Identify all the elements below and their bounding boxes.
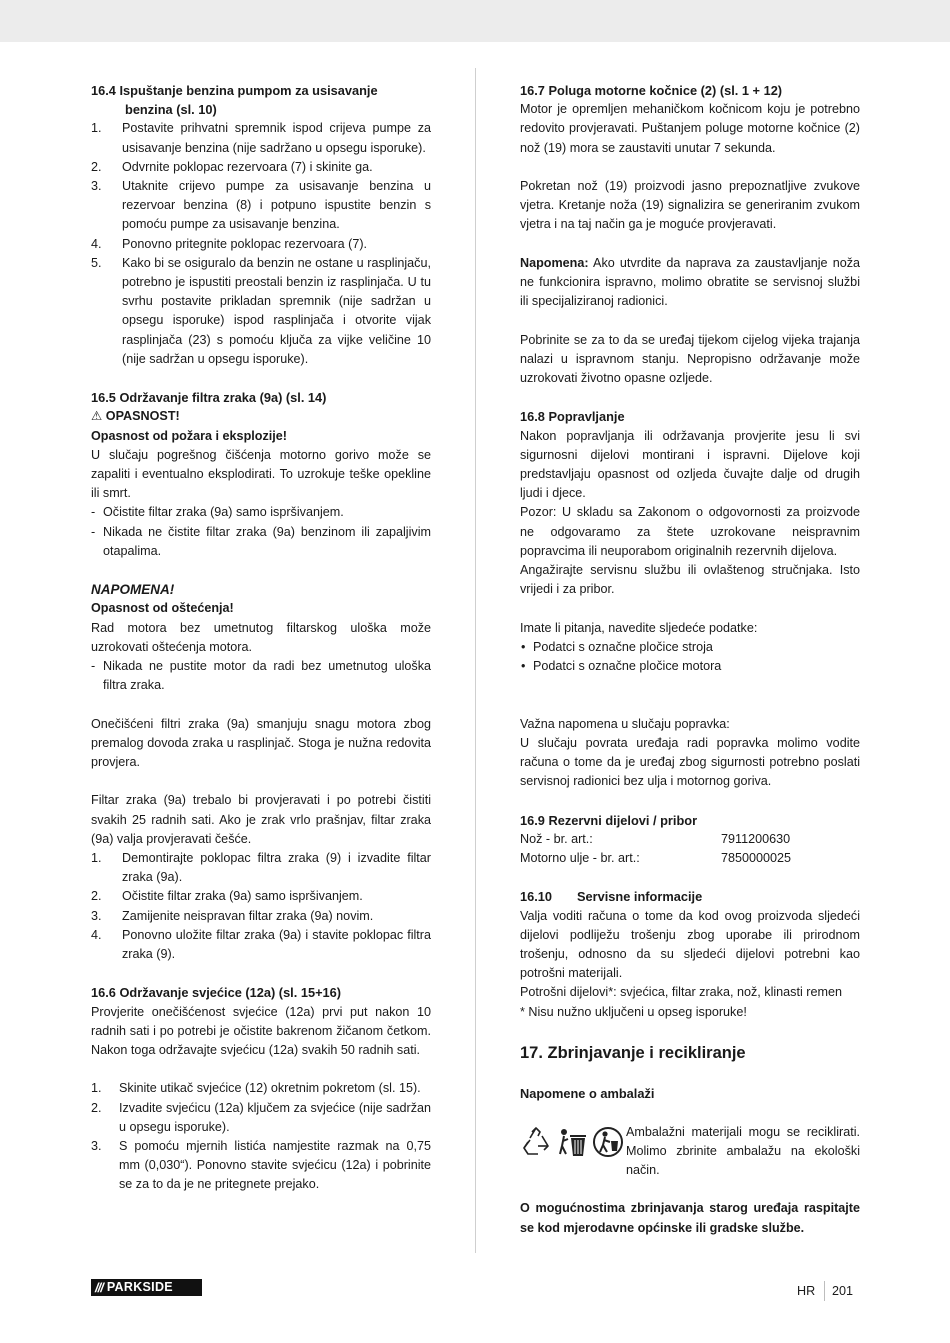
section-title-line: 16.4 Ispuštanje benzina pumpom za usisavanje (91, 83, 378, 98)
spare-part-row (520, 830, 860, 849)
left-column (91, 81, 431, 1195)
paragraph: Provjerite onečišćenost svjećice (12a) prvi put nakon 10 radnih sati i po potrebi je očistite bakrenom žičanom četkom. Nakon toga održavajte svjećicu (12a) svakih 50 radnih sati. (91, 1004, 431, 1058)
section-16-6-title: 16.6 Održavanje svjećice (12a) (sl. 15+16) (91, 985, 342, 1001)
list-item (91, 887, 431, 906)
paragraph: Nakon popravljanja ili održavanja provjerite jesu li svi sigurnosni dijelovi montirani i ispravni. Dijelove koji predstavljaju opasnost od ozljeda čuvajte dalje od drugih ljudi i djece. (520, 428, 860, 501)
step-number: 1. (91, 121, 102, 136)
note-text: Ako utvrdite da naprava za zaustavljanje noža ne funkcionira ispravno, molimo obratite se servisnoj službi ili specijaliziranoj radionici. (520, 255, 860, 309)
part-number: 7850000025 (721, 851, 792, 865)
packaging-text: Ambalažni materijali mogu se reciklirati. Molimo zbrinite ambalažu na ekološki način. (626, 1124, 860, 1177)
step-text: Ponovno uložite filtar zraka (9a) i stavite poklopac filtra zraka (9). (122, 927, 431, 962)
step-number: 5. (91, 255, 102, 270)
section-16-7-title: 16.7 Poluga motorne kočnice (2) (sl. 1 + 12) (520, 83, 783, 98)
paragraph: Pobrinite se za to da se uređaj tijekom cijelog vijeka trajanja nalazi u ispravnom stanju. Nepropisno održavanje može uzrokovati životno opasne ozljede. (520, 332, 860, 385)
logo-text: PARKSIDE (106, 1279, 173, 1294)
part-number: 7911200630 (721, 831, 791, 846)
list-item (91, 177, 431, 235)
note-subtitle: Opasnost od oštećenja! (91, 601, 234, 616)
list-item (91, 235, 431, 254)
section-16-8-title: 16.8 Popravljanje (520, 409, 625, 425)
list-item (91, 926, 431, 964)
column-divider (475, 68, 476, 1253)
packaging-notice (520, 1123, 860, 1181)
disposal-final-note: O mogućnostima zbrinjavanja starog uređaja raspitajte se kod mjerodavne općinske ili gradske službe. (520, 1201, 860, 1235)
danger-list (91, 503, 431, 561)
step-text: Postavite prihvatni spremnik ispod crijeva pumpe za usisavanje benzina (nije sadržano u opsegu isporuke). (122, 121, 431, 155)
section-17-title: 17. Zbrinjavanje i recikliranje (520, 1044, 746, 1062)
step-number: 1. (91, 1081, 102, 1096)
paragraph: Pokretan nož (19) proizvodi jasno prepoznatljive zvukove vjetra. Kretanje noža (19) signalizira se generiranim zvukom vjetra i na taj način ga je moguće provjeravati. (520, 179, 860, 232)
recycle-icon (520, 1126, 552, 1158)
paragraph: * Nisu nužno uključeni u opseg isporuke! (520, 1004, 747, 1019)
disposal-icons (520, 1126, 626, 1158)
paragraph: Motor je opremljen mehaničkom kočnicom koju je potrebno redovito provjeravati. Puštanjem poluge motorne kočnice (2) nož (19) mora se zaustaviti unutar 7 sekunda. (520, 102, 860, 155)
step-number: 4. (91, 236, 102, 251)
step-number: 2. (91, 159, 102, 174)
list-item (91, 849, 431, 887)
list-item (520, 638, 860, 657)
paragraph: Filtar zraka (9a) trebalo bi provjeravati i po potrebi čistiti svakih 25 radnih sati. Ako je zrak vrlo prašnjav, filtar zraka (9a) valja provjeravati češće. (91, 793, 431, 846)
paragraph: Važna napomena u slučaju popravka: (520, 716, 730, 731)
logo-slashes: /// (95, 1279, 103, 1295)
danger-text: U slučaju pogrešnog čišćenja motorno gorivo može se zapaliti i eventualno eksplodirati. To uzrokuje teške opekline ili smrt. (91, 447, 431, 501)
step-text: Zamijenite neispravan filtar zraka (9a) novim. (122, 908, 374, 923)
bullet-marker: • (521, 659, 526, 674)
section-16-6-steps (91, 1079, 431, 1194)
step-text: Očistite filtar zraka (9a) samo ispršivanjem. (122, 889, 363, 904)
top-bar (0, 0, 950, 42)
item-text: Nikada ne pustite motor da radi bez umetnutog uloška filtra zraka. (103, 659, 431, 693)
parkside-logo (91, 1279, 202, 1296)
list-item (91, 1079, 431, 1098)
section-number: 16.10 (520, 889, 553, 905)
paragraph: Pozor: U skladu sa Zakonom o odgovornosti za proizvode ne odgovaramo za štete uzrokovane neispravnim popravcima ili neuporabom originalnih rezervnih dijelova. (520, 505, 860, 558)
step-text: S pomoću mjernih listića namjestite razmak na 0,75 mm (0,030“). Ponovno stavite svjećicu (12a) i pobrinite se za to da je ne pritegnete prejako. (119, 1139, 431, 1192)
bullet-list (520, 638, 860, 676)
dash-marker: - (91, 524, 96, 539)
paragraph: U slučaju povrata uređaja radi popravka molimo vodite računa o tome da je uređaj zbog sigurnosti potrebno poslati servisnoj radionici bez ulja i motornog goriva. (520, 735, 860, 789)
list-item (91, 503, 431, 522)
step-text: Demontirajte poklopac filtra zraka (9) i izvadite filtar zraka (9a). (122, 851, 431, 885)
paragraph: Potrošni dijelovi*: svjećica, filtar zraka, nož, klinasti remen (520, 985, 842, 1000)
spare-part-row (520, 849, 860, 868)
step-number: 3. (91, 1139, 102, 1154)
section-title-line: benzina (sl. 10) (125, 102, 217, 118)
paragraph: Valja voditi računa o tome da kod ovog proizvoda sljedeći dijelovi podliježu trošenju zbog uporabe ili prirodnom trošenju, odnosno da su sljedeći dijelovi potrebni kao potrošni materijali. (520, 908, 860, 981)
list-item (91, 657, 431, 695)
section-16-5-title: 16.5 Održavanje filtra zraka (9a) (sl. 14) (91, 390, 327, 406)
item-text: Očistite filtar zraka (9a) samo ispršivanjem. (103, 505, 344, 520)
section-16-9-title: 16.9 Rezervni dijelovi / pribor (520, 812, 698, 828)
note-paragraph (520, 254, 860, 312)
step-number: 2. (91, 1100, 102, 1115)
section-16-4-title (91, 81, 431, 119)
step-text: Odvrnite poklopac rezervoara (7) i skinite ga. (122, 159, 373, 174)
step-text: Ponovno pritegnite poklopac rezervoara (7). (122, 236, 368, 251)
paragraph: Onečišćeni filtri zraka (9a) smanjuju snagu motora zbog premalog dovoda zraka u rasplinjač. Stoga je nužna redovita provjera. (91, 716, 431, 770)
list-item (520, 657, 860, 676)
step-text: Izvadite svjećicu (12a) ključem za svjećice (nije sadržan u opsegu isporuke). (119, 1100, 431, 1134)
step-number: 4. (91, 927, 102, 942)
note-label: NAPOMENA! (91, 582, 175, 598)
list-item (91, 254, 431, 369)
step-text: Kako bi se osiguralo da benzin ne ostane u rasplinjaču, potrebno je ispustiti preostali benzin iz rasplinjača. U tu svrhu postavite prikladan spremnik (nije sadržan u opsegu isporuke) ispod rasplinjača i otvorite vijak rasplinjača (23) s pomoću ključa za vijke veličine 10 (nije sadržan u opsegu isporuke). (122, 255, 431, 366)
right-column (520, 81, 860, 1238)
paragraph: Imate li pitanja, navedite sljedeće podatke: (520, 620, 758, 635)
step-number: 2. (91, 889, 102, 904)
note-label: Napomena: (520, 255, 589, 270)
item-text: Podatci s označne pločice stroja (533, 639, 713, 654)
green-dot-icon (592, 1126, 624, 1158)
list-item (91, 523, 431, 561)
danger-subtitle: Opasnost od požara i eksplozije! (91, 428, 287, 443)
step-text: Utaknite crijevo pumpe za usisavanje benzina u rezervoar benzina (8) i potpuno ispustite benzin s pomoću pumpe za usisavanje benzina. (122, 179, 431, 232)
section-16-10-title (520, 887, 860, 906)
language-code: HR (797, 1284, 816, 1298)
section-16-5-steps (91, 849, 431, 964)
note-list (91, 657, 431, 695)
list-item (91, 907, 431, 926)
danger-label: ⚠ OPASNOST! (91, 409, 180, 424)
dash-marker: - (91, 659, 96, 674)
footer-separator (824, 1281, 825, 1301)
step-number: 3. (91, 179, 102, 194)
bullet-marker: • (521, 639, 526, 654)
step-text: Skinite utikač svjećice (12) okretnim pokretom (sl. 15). (119, 1081, 421, 1096)
note-text: Rad motora bez umetnutog filtarskog uloška može uzrokovati oštećenja motora. (91, 620, 431, 654)
list-item (91, 119, 431, 157)
paragraph: Angažirajte servisnu službu ili ovlaštenog stručnjaka. Isto vrijedi i za pribor. (520, 563, 860, 597)
list-item (91, 158, 431, 177)
step-number: 3. (91, 908, 102, 923)
part-label: Nož - br. art.: (520, 831, 593, 846)
part-label: Motorno ulje - br. art.: (520, 851, 640, 865)
section-title-text: Servisne informacije (577, 889, 703, 905)
section-16-4-steps (91, 119, 431, 369)
step-number: 1. (91, 851, 102, 866)
page-number: 201 (832, 1284, 854, 1298)
bin-disposal-icon (556, 1126, 588, 1158)
item-text: Podatci s označne pločice motora (533, 659, 722, 674)
list-item (91, 1099, 431, 1137)
item-text: Nikada ne čistite filtar zraka (9a) benzinom ili zapaljivim otapalima. (103, 524, 431, 558)
packaging-subtitle: Napomene o ambalaži (520, 1086, 655, 1102)
list-item (91, 1137, 431, 1195)
dash-marker: - (91, 505, 96, 520)
